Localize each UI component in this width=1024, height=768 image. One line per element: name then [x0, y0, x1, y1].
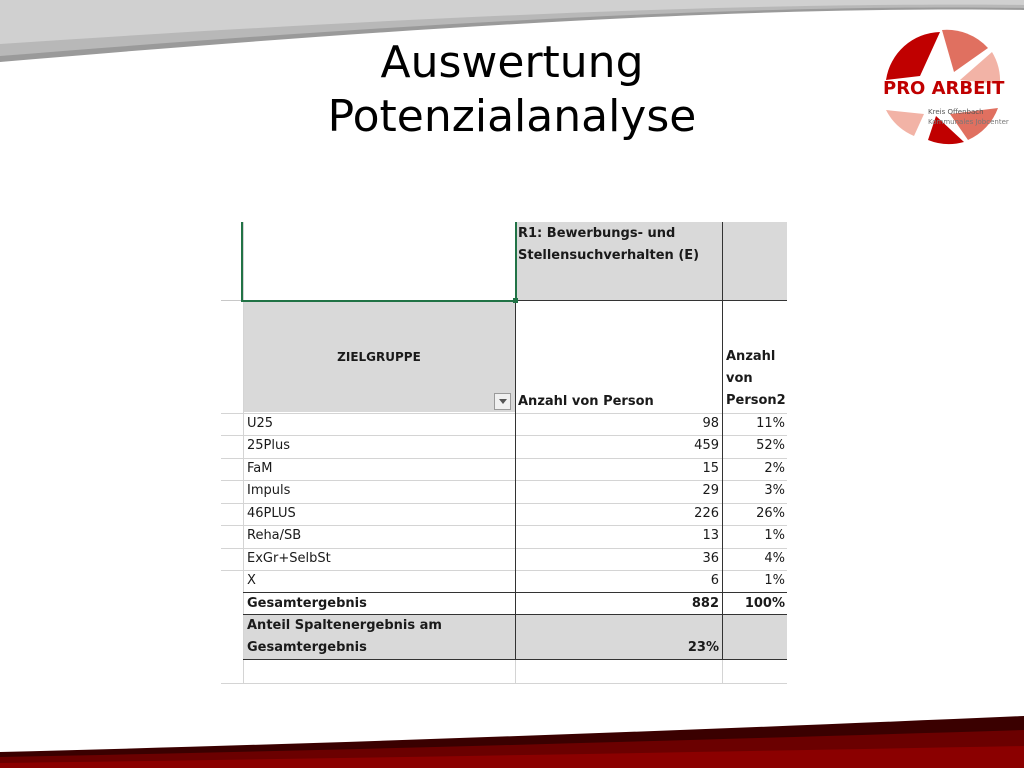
total-label: Gesamtergebnis — [247, 596, 367, 611]
row-pct: 11% — [756, 416, 785, 431]
chevron-down-icon — [499, 399, 507, 404]
pivot-table — [221, 222, 787, 684]
group-header-line2: Stellensuchverhalten (E) — [518, 248, 700, 263]
total-count: 882 — [691, 596, 719, 611]
pct-header-line3: Person2 — [726, 393, 786, 408]
share-label-line1: Anteil Spaltenergebnis am — [247, 618, 442, 633]
total-pct: 100% — [744, 596, 785, 611]
group-header-line1: R1: Bewerbungs- und — [518, 226, 676, 241]
row-count: 459 — [694, 438, 719, 453]
logo-subtitle-1: Kreis Offenbach — [928, 108, 984, 116]
count-column-header: Anzahl von Person — [518, 394, 654, 409]
logo-subtitle-2: Kommunales Jobcenter — [928, 118, 1009, 126]
row-count: 36 — [702, 551, 719, 566]
share-value: 23% — [687, 640, 719, 655]
row-label: 25Plus — [247, 438, 291, 453]
row-label: ExGr+SelbSt — [247, 551, 331, 566]
row-label: Reha/SB — [247, 528, 302, 543]
row-pct: 1% — [764, 573, 785, 588]
row-count: 6 — [710, 573, 719, 588]
slide-title-line2: Potenzialanalyse — [327, 91, 697, 142]
row-pct: 1% — [764, 528, 785, 543]
row-count: 13 — [702, 528, 719, 543]
row-label: 46PLUS — [247, 506, 296, 521]
cell-selection-outline — [241, 222, 517, 302]
row-label: X — [247, 573, 256, 588]
row-label: FaM — [247, 461, 273, 476]
row-label: Impuls — [247, 483, 291, 498]
row-pct: 52% — [756, 438, 785, 453]
group-header-fill-2 — [723, 222, 787, 300]
slide-title — [262, 36, 762, 144]
fill-handle[interactable] — [513, 298, 518, 303]
share-label-line2: Gesamtergebnis — [247, 640, 367, 655]
row-count: 15 — [702, 461, 719, 476]
row-count: 98 — [702, 416, 719, 431]
row-pct: 3% — [764, 483, 785, 498]
row-count: 29 — [702, 483, 719, 498]
pct-header-line1: Anzahl — [726, 349, 776, 364]
row-pct: 2% — [764, 461, 785, 476]
slide-title-line1: Auswertung — [380, 37, 644, 88]
row-pct: 4% — [764, 551, 785, 566]
pct-header-line2: von — [726, 371, 753, 386]
share-empty-fill — [723, 615, 787, 660]
filter-dropdown-button[interactable] — [494, 393, 511, 410]
row-label: U25 — [247, 416, 274, 431]
logo-wordmark: PRO ARBEIT — [883, 78, 1005, 99]
row-pct: 26% — [756, 506, 785, 521]
zielgruppe-header: ZIELGRUPPE — [337, 350, 421, 364]
row-count: 226 — [694, 506, 719, 521]
